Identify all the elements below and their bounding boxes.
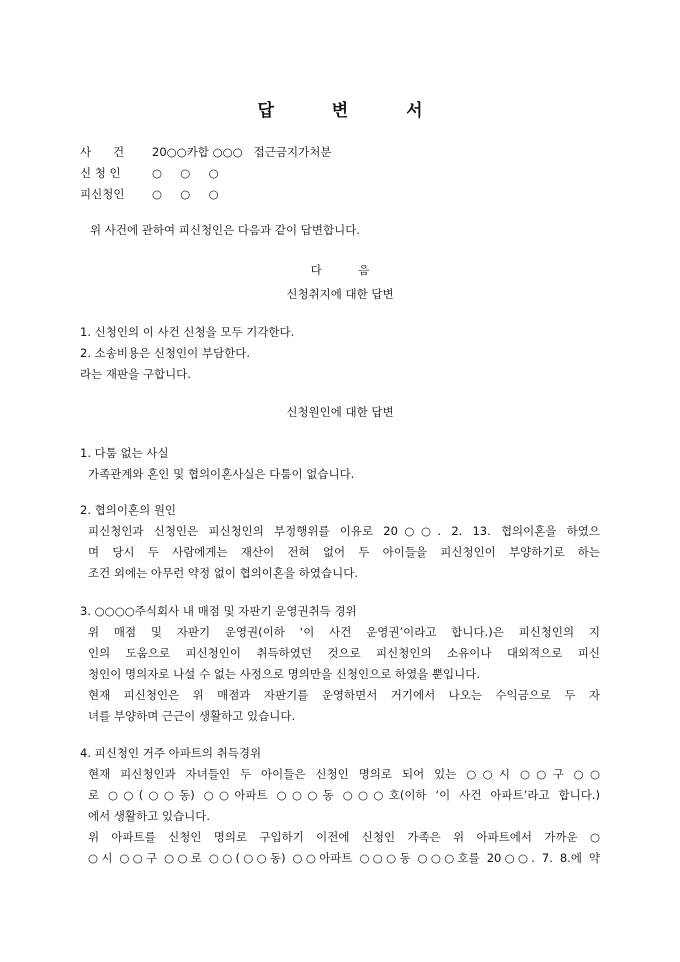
item-line: 현재 피신청인은 위 매점과 자판기를 운영하면서 거기에서 나오는 수익금으로 두 자	[88, 688, 600, 702]
da-eum-heading: 다 음	[310, 263, 370, 277]
cause-item-1	[80, 443, 600, 485]
item-line: 현재 피신청인과 자녀들인 두 아이들은 신청인 명의로 되어 있는 ○○시 ○○구 ○○	[88, 767, 600, 781]
item-line: 위 매점 및 자판기 운영권(이하 ‘이 사건 운영권’이라고 합니다.)은 피신청인의 지	[88, 625, 600, 639]
item-line: 녀를 부양하며 근근이 생활하고 있습니다.	[88, 709, 296, 723]
cause-item-3	[80, 601, 600, 727]
item-heading: 4. 피신청인 거주 아파트의 취득경위	[80, 746, 262, 760]
document-title: 답 변 서	[257, 101, 449, 121]
purpose-line: 2. 소송비용은 신청인이 부담한다.	[80, 346, 251, 360]
purpose-line: 라는 재판을 구합니다.	[80, 367, 191, 381]
item-line: 피신청인과 신청인은 피신청인의 부정행위를 이유로 20○○. 2. 13. 협의이혼을 하였으	[88, 524, 600, 538]
item-line: 가족관계와 혼인 및 협의이혼사실은 다툼이 없습니다.	[88, 467, 355, 481]
purpose-list	[80, 322, 294, 385]
purpose-line: 1. 신청인의 이 사건 신청을 모두 기각한다.	[80, 325, 295, 339]
item-line: ○시 ○○구 ○○로 ○○(○○동) ○○아파트 ○○○동 ○○○호를 20○○. 7. 8.에 약	[88, 851, 600, 865]
case-value: 20○○카합 ○○○ 접근금지가처분	[152, 145, 332, 159]
item-line: 에서 생활하고 있습니다.	[88, 809, 211, 823]
applicant-label: 신 청 인	[80, 166, 121, 180]
section-purpose-title: 신청취지에 대한 답변	[286, 287, 394, 301]
item-line: 위 아파트를 신청인 명의로 구입하기 이전에 신청인 가족은 위 아파트에서 가까운 ○	[88, 830, 600, 844]
cause-item-4	[80, 743, 600, 869]
intro-paragraph: 위 사건에 관하여 피신청인은 다음과 같이 답변합니다.	[90, 223, 360, 237]
item-line: 인의 도움으로 피신청인이 취득하였던 것으로 피신청인의 소유이나 대외적으로 피신	[88, 646, 600, 660]
item-heading: 1. 다툼 없는 사실	[80, 446, 169, 460]
cause-item-2	[80, 500, 600, 584]
case-row	[80, 142, 331, 163]
respondent-row	[80, 184, 331, 205]
case-label: 사 건	[80, 145, 125, 159]
applicant-value: ○ ○ ○	[152, 166, 219, 180]
case-info	[80, 142, 331, 205]
item-line: 로 ○○(○○동) ○○아파트 ○○○동 ○○○호(이하 ‘이 사건 아파트’라고 합니다.)	[88, 788, 600, 802]
item-line: 청인이 명의자로 나설 수 없는 사정으로 명의만을 신청인으로 하였을 뿐입니다.	[88, 667, 481, 681]
respondent-value: ○ ○ ○	[152, 187, 219, 201]
section-cause-title: 신청원인에 대한 답변	[286, 405, 394, 419]
applicant-row	[80, 163, 331, 184]
item-heading: 2. 협의이혼의 원인	[80, 503, 177, 517]
item-line: 며 당시 두 사람에게는 재산이 전혀 없어 두 아이들을 피신청인이 부양하기로 하는	[88, 545, 600, 559]
item-heading: 3. ○○○○주식회사 내 매점 및 자판기 운영권취득 경위	[80, 604, 357, 618]
respondent-label: 피신청인	[80, 187, 125, 201]
item-line: 조건 외에는 아무런 약정 없이 협의이혼을 하였습니다.	[88, 566, 358, 580]
